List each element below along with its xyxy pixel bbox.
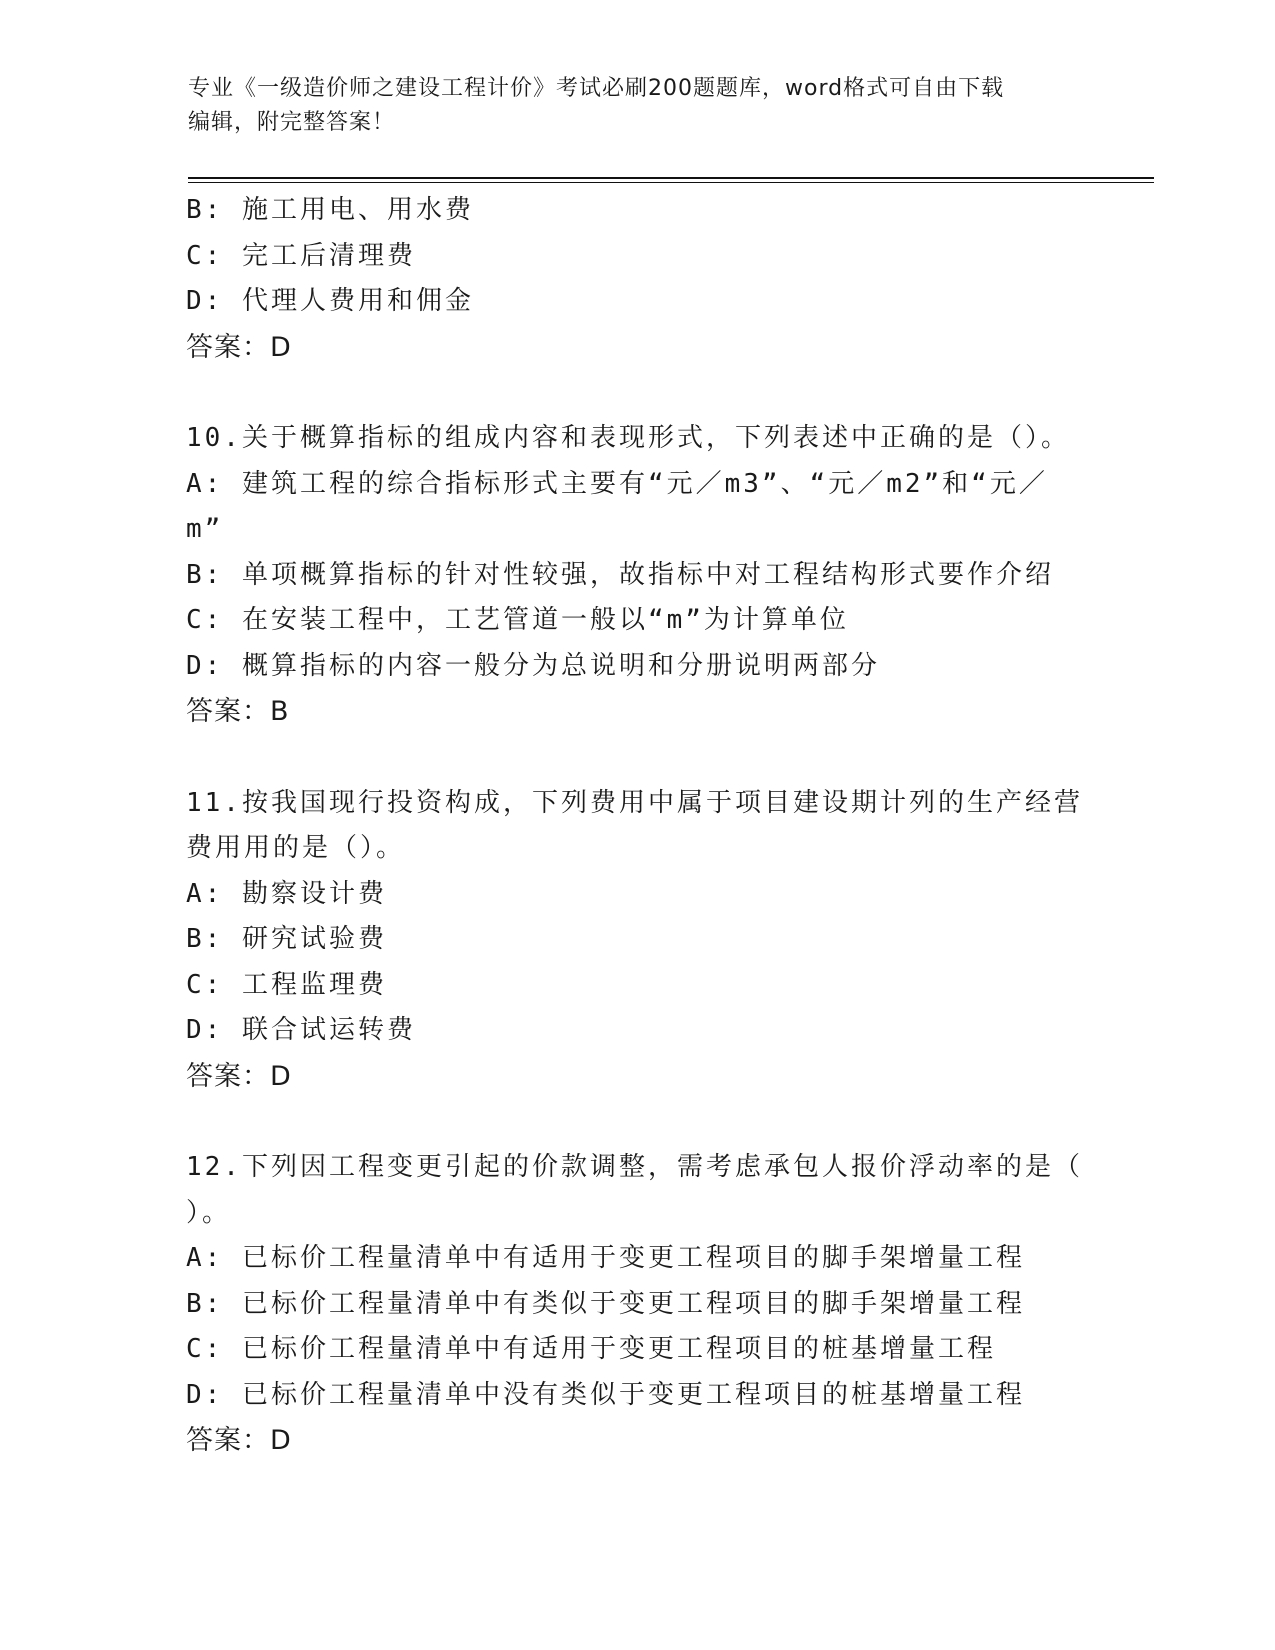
question-stem-continued: ）。 xyxy=(186,1197,232,1228)
option-a: A: 已标价工程量清单中有适用于变更工程项目的脚手架增量工程 xyxy=(186,1243,1025,1273)
spacer xyxy=(186,1099,1086,1145)
header-line-1: 专业《一级造价师之建设工程计价》考试必刷200题题库，word格式可自由下载 xyxy=(188,76,1005,101)
question-stem: 12.下列因工程变更引起的价款调整，需考虑承包人报价浮动率的是（ xyxy=(186,1152,1083,1182)
question-11 xyxy=(186,781,1086,1100)
header-rule-thick xyxy=(188,177,1154,179)
answer-line: 答案：D xyxy=(186,331,292,363)
document-header xyxy=(188,72,1068,140)
option-a-continued: m” xyxy=(186,514,224,544)
question-stem-continued: 费用用的是（）。 xyxy=(186,833,406,863)
option-c: C: 在安装工程中，工艺管道一般以“m”为计算单位 xyxy=(186,605,849,635)
option-b: B: 已标价工程量清单中有类似于变更工程项目的脚手架增量工程 xyxy=(186,1288,1025,1319)
option-c: C: 已标价工程量清单中有适用于变更工程项目的桩基增量工程 xyxy=(186,1334,996,1364)
spacer xyxy=(186,370,1086,416)
option-a: A: 建筑工程的综合指标形式主要有“元／m3”、“元／m2”和“元／ xyxy=(186,468,1048,499)
question-stem: 10.关于概算指标的组成内容和表现形式，下列表述中正确的是（）。 xyxy=(186,423,1070,453)
question-list xyxy=(186,188,1086,1464)
option-d: D: 已标价工程量清单中没有类似于变更工程项目的桩基增量工程 xyxy=(186,1379,1025,1410)
option-d: D: 概算指标的内容一般分为总说明和分册说明两部分 xyxy=(186,650,880,681)
question-12 xyxy=(186,1145,1086,1464)
header-rule-thin xyxy=(188,182,1154,183)
spacer xyxy=(186,735,1086,781)
question-stem: 11.按我国现行投资构成，下列费用中属于项目建设期计列的生产经营 xyxy=(186,787,1083,818)
header-line-2: 编辑，附完整答案！ xyxy=(188,110,396,135)
option-d: D: 联合试运转费 xyxy=(186,1015,416,1045)
option-c: C: 完工后清理费 xyxy=(186,240,416,271)
option-b: B: 单项概算指标的针对性较强，故指标中对工程结构形式要作介绍 xyxy=(186,559,1054,590)
option-a: A: 勘察设计费 xyxy=(186,878,387,909)
option-d: D: 代理人费用和佣金 xyxy=(186,286,474,316)
question-9-continued xyxy=(186,188,1086,370)
option-b: B: 施工用电、用水费 xyxy=(186,195,474,225)
option-c: C: 工程监理费 xyxy=(186,969,387,1000)
answer-line: 答案：D xyxy=(186,1425,292,1456)
question-10 xyxy=(186,416,1086,735)
answer-line: 答案：B xyxy=(186,696,290,727)
option-b: B: 研究试验费 xyxy=(186,924,387,954)
answer-line: 答案：D xyxy=(186,1060,292,1092)
